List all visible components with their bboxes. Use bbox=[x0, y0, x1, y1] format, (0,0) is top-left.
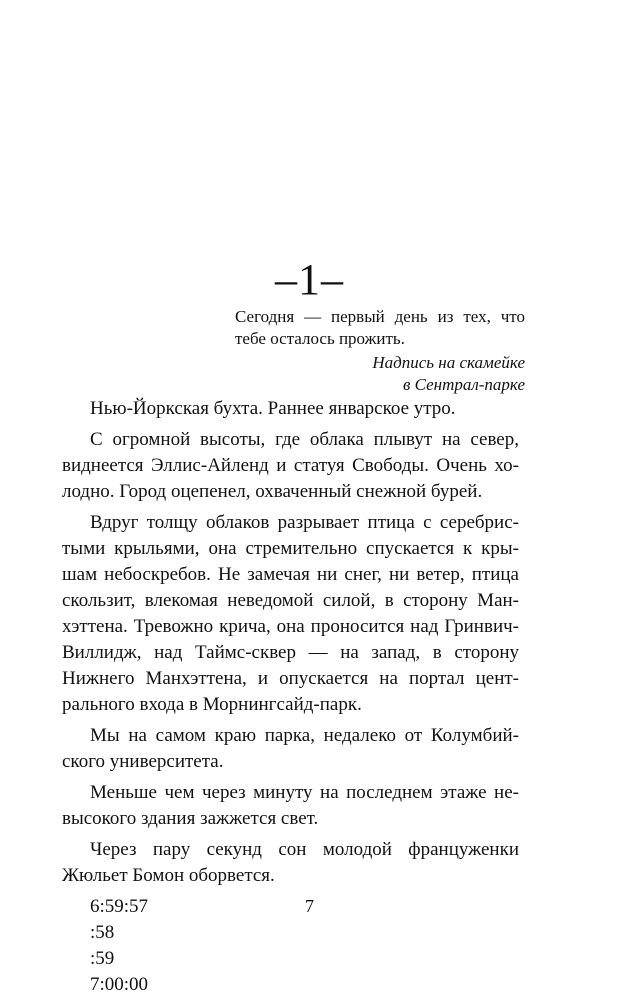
epigraph-source-line-2: в Сентрал-парке bbox=[403, 375, 525, 394]
chapter-number: –1– bbox=[275, 255, 344, 304]
time-line: 7:00:00 bbox=[90, 974, 149, 995]
paragraph: Нью-Йоркская бухта. Раннее январское утро. bbox=[90, 398, 456, 419]
epigraph bbox=[235, 306, 525, 396]
paragraph: Через пару секунд сон молодой француженки Жюльет Бомон оборвется. bbox=[62, 839, 519, 886]
paragraph: Меньше чем через минуту на последнем этаже невысокого здания зажжется свет. bbox=[62, 782, 519, 829]
paragraph: С огромной высоты, где облака плывут на север, виднеется Эллис-Айленд и статуя Свободы. Очень холодно. Город оцепенел, охваченный снежной бурей. bbox=[62, 429, 519, 502]
time-line: :58 bbox=[90, 922, 115, 943]
epigraph-source-line-1: Надпись на скамейке bbox=[372, 353, 525, 372]
time-line: 6:59:57 bbox=[90, 896, 149, 917]
paragraph: Мы на самом краю парка, недалеко от Колумбийского университета. bbox=[62, 725, 519, 772]
epigraph-quote: Сегодня — первый день из тех, что тебе осталось прожить. bbox=[235, 307, 525, 348]
time-line: :59 bbox=[90, 948, 115, 969]
paragraph: Вдруг толщу облаков разрывает птица с серебристыми крыльями, она стремительно спускается к крышам небоскребов. Не замечая ни снег, ни ветер, птица скользит, влекомая неведомой силой, в сторону Манхэттена. Тревожно крича, она проносится над Гринвич-Виллидж, над Таймс-сквер — на запад, в сторону Нижнего Манхэттена, и опускается на портал центрального входа в Морнингсайд-парк. bbox=[62, 512, 519, 715]
page-number: 7 bbox=[305, 896, 314, 916]
